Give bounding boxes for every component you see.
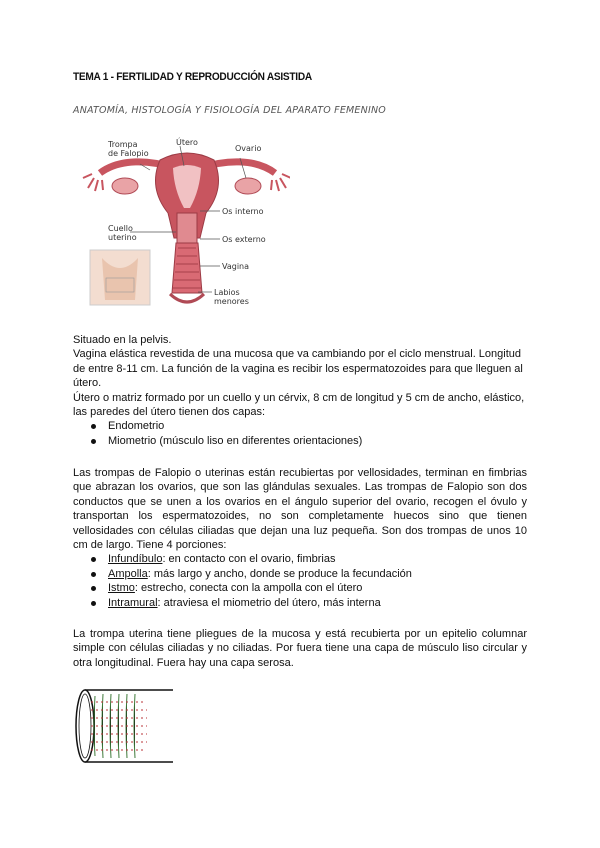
label-cervix: Cuello uterino bbox=[108, 224, 137, 242]
paragraph-fallopian-tubes: Las trompas de Falopio o uterinas están recubiertas por vellosidades, terminan en fimbrias que abrazan los ovarios, que son las glándulas sexuales. Las trompas de Falopio son dos conductos que se unen a los ovarios en el ángulo superior del ovario, recogen el óvulo y transportan los espermatozoides, no son completamente huecos sino que tienen vellosidades con células ciliadas que dejan una luz pequeña. Son dos trompas de unos 10 cm de largo. Tiene 4 porciones: bbox=[73, 467, 527, 552]
portion-term: Infundíbulo bbox=[108, 553, 163, 566]
document-title: TEMA 1 - FERTILIDAD Y REPRODUCCIÓN ASISTIDA bbox=[73, 71, 312, 83]
uterus-layers-list bbox=[73, 419, 527, 448]
list-item: Miometrio (músculo liso en diferentes orientaciones) bbox=[73, 434, 527, 448]
text-block-anatomy bbox=[73, 333, 527, 448]
label-labia-minora: Labios menores bbox=[214, 288, 249, 306]
list-item bbox=[73, 552, 527, 566]
label-internal-os: Os interno bbox=[222, 207, 264, 216]
label-fallopian-tube: Trompa de Falopio bbox=[108, 140, 149, 158]
tube-muscle-layers-figure bbox=[73, 688, 173, 764]
portion-desc: : más largo y ancho, donde se produce la fecundación bbox=[147, 567, 412, 580]
list-item bbox=[73, 596, 527, 610]
paragraph-tube-histology: La trompa uterina tiene pliegues de la mucosa y está recubierta por un epitelio columnar simple con células ciliadas y no ciliadas. Por fuera tiene una capa de músculo liso circular y otra longitudinal. Fuera hay una capa serosa. bbox=[73, 628, 527, 669]
portion-desc: : estrecho, conecta con la ampolla con el útero bbox=[134, 582, 363, 595]
label-uterus: Útero bbox=[176, 138, 198, 147]
portion-desc: : en contacto con el ovario, fimbrias bbox=[162, 553, 336, 566]
list-item bbox=[73, 581, 527, 595]
list-item: Endometrio bbox=[73, 419, 527, 433]
paragraph-uterus: Útero o matriz formado por un cuello y un cérvix, 8 cm de longitud y 5 cm de ancho, elástico, las paredes del útero tienen dos capas: bbox=[73, 391, 525, 419]
portion-term: Intramural bbox=[108, 596, 158, 609]
section-subtitle: ANATOMÍA, HISTOLOGÍA Y FISIOLOGÍA DEL APARATO FEMENINO bbox=[73, 105, 386, 116]
text-block-histology bbox=[73, 627, 527, 670]
label-external-os: Os externo bbox=[222, 235, 266, 244]
list-item bbox=[73, 567, 527, 581]
uterus-anatomy-figure bbox=[80, 128, 290, 318]
label-ovary: Ovario bbox=[235, 144, 262, 153]
paragraph-pelvis: Situado en la pelvis. bbox=[73, 334, 172, 346]
label-vagina: Vagina bbox=[222, 262, 250, 271]
tube-portions-list bbox=[73, 552, 527, 610]
tube-cross-section-illustration bbox=[73, 688, 173, 764]
portion-term: Istmo bbox=[108, 582, 135, 595]
text-block-fallopian bbox=[73, 466, 527, 610]
paragraph-vagina: Vagina elástica revestida de una mucosa que va cambiando por el ciclo menstrual. Longitud de entre 8-11 cm. La función de la vagina es recibir los espermatozoides para que lleguen al útero. bbox=[73, 348, 523, 390]
portion-desc: : atraviesa el miometrio del útero, más interna bbox=[157, 596, 381, 609]
portion-term: Ampolla bbox=[108, 567, 148, 580]
